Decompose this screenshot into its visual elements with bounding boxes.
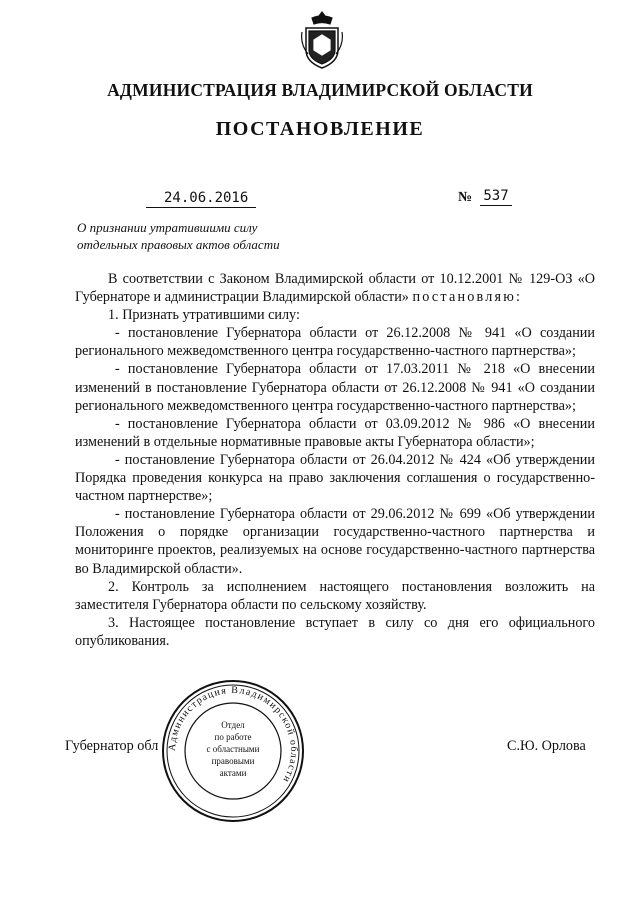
item-1-heading: 1. Признать утратившими силу:: [108, 307, 300, 324]
document-type-title: ПОСТАНОВЛЕНИЕ: [215, 118, 425, 140]
stamp-line-2: по работе: [214, 732, 252, 742]
intro-text: В соответствии с Законом Владимирской области от 10.12.2001 № 129-ОЗ «О Губернаторе и администрации Владимирской области»: [75, 271, 595, 306]
subject-line-2: отдельных правовых актов области: [77, 237, 280, 252]
act-item: - постановление Губернатора области от 26.04.2012 № 424 «Об утверждении Порядка проведения конкурса на право заключения соглашения о государственно-частном партнерстве»;: [75, 451, 595, 505]
organization-title: АДМИНИСТРАЦИЯ ВЛАДИМИРСКОЙ ОБЛАСТИ: [107, 80, 533, 100]
stamp-line-5: актами: [219, 768, 247, 778]
act-item: - постановление Губернатора области от 26.12.2008 № 941 «О создании регионального межведомственного центра государственно-частного партнерства»;: [75, 325, 595, 360]
stamp-line-4: правовыми: [211, 756, 255, 766]
document-subject: [77, 219, 280, 253]
intro-paragraph: [75, 270, 595, 306]
signatory-position: Губернатор обл: [65, 738, 159, 754]
intro-verb: постановляю:: [412, 289, 523, 306]
act-item: - постановление Губернатора области от 17.03.2011 № 218 «О внесении изменений в постановление Губернатора области от 26.12.2008 № 941 «О создании регионального межведомственного центра государственно-частного партнерства»;: [75, 361, 595, 414]
subject-line-1: О признании утратившими силу: [77, 220, 258, 235]
document-date: 24.06.2016: [146, 189, 256, 208]
item-3: 3. Настоящее постановление вступает в силу со дня его официального опубликования.: [75, 614, 595, 649]
stamp-ring-text: Администрация Владимирской области: [166, 684, 300, 785]
document-number: 537: [480, 187, 512, 206]
signatory-name: С.Ю. Орлова: [507, 738, 586, 754]
document-body: [75, 270, 595, 650]
stamp-line-3: с областными: [206, 744, 260, 754]
coat-of-arms-icon: [300, 10, 344, 70]
stamp-line-1: Отдел: [221, 720, 245, 730]
act-item: - постановление Губернатора области от 03.09.2012 № 986 «О внесении изменений в отдельные нормативные правовые акты Губернатора области»;: [75, 415, 595, 450]
item-2: 2. Контроль за исполнением настоящего постановления возложить на заместителя Губернатора области по сельскому хозяйству.: [75, 578, 595, 613]
number-label: №: [458, 190, 473, 205]
official-stamp: [160, 678, 306, 824]
act-item: - постановление Губернатора области от 29.06.2012 № 699 «Об утверждении Положения о порядке организации государственно-частного партнерства и мониторинге проектов, реализуемых на основе государственно-частного партнерства во Владимирской области».: [75, 506, 595, 577]
